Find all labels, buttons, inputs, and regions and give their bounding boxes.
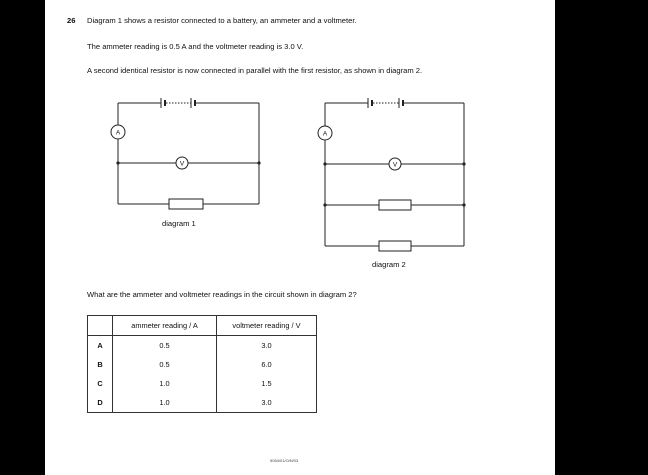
circuit-diagrams xyxy=(45,0,555,300)
voltmeter-symbol-1: V xyxy=(179,160,185,168)
voltmeter-symbol-2: V xyxy=(392,161,398,169)
option-letter: D xyxy=(88,393,113,413)
circuit-diagram-2 xyxy=(318,98,464,251)
table-header-blank xyxy=(88,316,113,336)
question-prompt: What are the ammeter and voltmeter readings in the circuit shown in diagram 2? xyxy=(87,290,357,299)
diagram-1-caption: diagram 1 xyxy=(162,219,196,228)
question-number: 26 xyxy=(67,16,76,25)
voltmeter-value: 3.0 xyxy=(217,393,317,413)
exam-page xyxy=(45,0,555,475)
footer-code: 5054/01/O/N/03 xyxy=(270,458,299,463)
table-row xyxy=(88,393,317,413)
option-letter: C xyxy=(88,374,113,393)
voltmeter-value: 3.0 xyxy=(217,336,317,356)
ammeter-value: 0.5 xyxy=(113,355,217,374)
option-letter: A xyxy=(88,336,113,356)
ammeter-symbol-2: A xyxy=(322,130,328,138)
question-line-1: Diagram 1 shows a resistor connected to a battery, an ammeter and a voltmeter. xyxy=(87,16,357,25)
table-row xyxy=(88,336,317,356)
question-line-3: A second identical resistor is now connected in parallel with the first resistor, as shown in diagram 2. xyxy=(87,66,423,75)
question-line-2: The ammeter reading is 0.5 A and the voltmeter reading is 3.0 V. xyxy=(87,42,304,51)
voltmeter-value: 6.0 xyxy=(217,355,317,374)
option-letter: B xyxy=(88,355,113,374)
ammeter-value: 1.0 xyxy=(113,374,217,393)
answer-table xyxy=(87,315,317,413)
table-row xyxy=(88,374,317,393)
ammeter-symbol-1: A xyxy=(115,129,121,137)
voltmeter-value: 1.5 xyxy=(217,374,317,393)
ammeter-value: 1.0 xyxy=(113,393,217,413)
table-header-row xyxy=(88,316,317,336)
ammeter-value: 0.5 xyxy=(113,336,217,356)
circuit-diagram-1 xyxy=(111,98,259,209)
diagram-2-caption: diagram 2 xyxy=(372,260,406,269)
table-row xyxy=(88,355,317,374)
header-ammeter: ammeter reading / A xyxy=(113,316,217,336)
header-voltmeter: voltmeter reading / V xyxy=(217,316,317,336)
